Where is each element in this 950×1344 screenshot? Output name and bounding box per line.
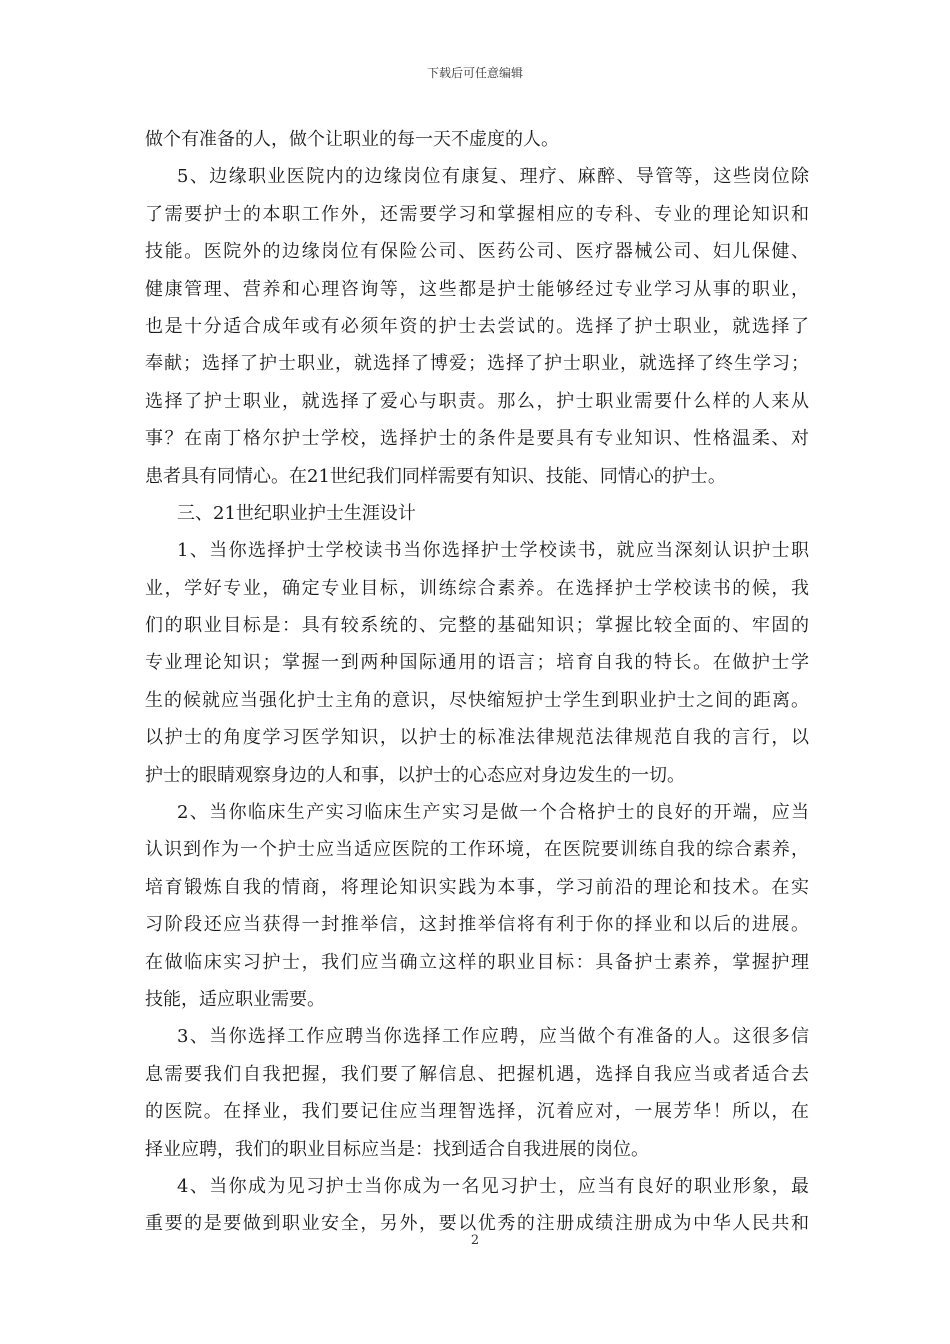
text-line: 专业理论知识；掌握一到两种国际通用的语言；培育自我的特长。在做护士学 bbox=[145, 652, 809, 674]
text-line: 习阶段还应当获得一封推举信，这封推举信将有利于你的择业和以后的进展。 bbox=[145, 914, 809, 936]
text-line: 择业应聘，我们的职业目标应当是：找到适合自我进展的岗位。 bbox=[145, 1138, 649, 1160]
paragraph bbox=[145, 495, 809, 532]
text-line: 重要的是要做到职业安全，另外，要以优秀的注册成绩注册成为中华人民共和 bbox=[145, 1213, 809, 1235]
text-line: 事？在南丁格尔护士学校，选择护士的条件是要具有专业知识、性格温柔、对 bbox=[145, 428, 809, 450]
text-line: 患者具有同情心。在21世纪我们同样需要有知识、技能、同情心的护士。 bbox=[145, 465, 726, 487]
document-body bbox=[145, 121, 809, 1243]
text-line: 1、当你选择护士学校读书当你选择护士学校读书，就应当深刻认识护士职 bbox=[177, 540, 809, 562]
text-line: 认识到作为一个护士应当适应医院的工作环境，在医院要训练自我的综合素养， bbox=[145, 839, 809, 861]
text-line: 息需要我们自我把握，我们要了解信息、把握机遇，选择自我应当或者适合去 bbox=[145, 1063, 809, 1085]
text-line: 们的职业目标是：具有较系统的、完整的基础知识；掌握比较全面的、牢固的 bbox=[145, 615, 809, 637]
paragraph bbox=[145, 532, 809, 794]
text-line: 了需要护士的本职工作外，还需要学习和掌握相应的专科、专业的理论知识和 bbox=[145, 203, 809, 225]
text-line: 在做临床实习护士，我们应当确立这样的职业目标：具备护士素养，掌握护理 bbox=[145, 951, 809, 973]
text-line: 的医院。在择业，我们要记住应当理智选择，沉着应对，一展芳华！所以，在 bbox=[145, 1101, 809, 1123]
paragraph bbox=[145, 1168, 809, 1243]
text-line: 4、当你成为见习护士当你成为一名见习护士，应当有良好的职业形象，最 bbox=[177, 1175, 809, 1197]
text-line: 做个有准备的人，做个让职业的每一天不虚度的人。 bbox=[145, 129, 559, 150]
page-number: 2 bbox=[470, 1233, 480, 1248]
text-line: 技能。医院外的边缘岗位有保险公司、医药公司、医疗器械公司、妇儿保健、 bbox=[145, 241, 809, 263]
paragraph bbox=[145, 121, 809, 158]
text-line: 业，学好专业，确定专业目标，训练综合素养。在选择护士学校读书的候，我 bbox=[145, 577, 809, 599]
text-line: 三、21世纪职业护士生涯设计 bbox=[177, 502, 416, 524]
text-line: 也是十分适合成年或有必须年资的护士去尝试的。选择了护士职业，就选择了 bbox=[145, 315, 809, 337]
text-line: 3、当你选择工作应聘当你选择工作应聘，应当做个有准备的人。这很多信 bbox=[177, 1026, 809, 1048]
text-line: 技能，适应职业需要。 bbox=[145, 988, 325, 1010]
text-line: 生的候就应当强化护士主角的意识，尽快缩短护士学生到职业护士之间的距离。 bbox=[145, 689, 809, 711]
text-line: 健康管理、营养和心理咨询等，这些都是护士能够经过专业学习从事的职业， bbox=[145, 278, 809, 300]
text-line: 培育锻炼自我的情商，将理论知识实践为本事，学习前沿的理论和技术。在实 bbox=[145, 876, 809, 898]
text-line: 5、边缘职业医院内的边缘岗位有康复、理疗、麻醉、导管等，这些岗位除 bbox=[177, 166, 809, 188]
paragraph bbox=[145, 158, 809, 495]
text-line: 以护士的角度学习医学知识，以护士的标准法律规范法律规范自我的言行，以 bbox=[145, 727, 809, 749]
paragraph bbox=[145, 794, 809, 1018]
text-line: 2、当你临床生产实习临床生产实习是做一个合格护士的良好的开端，应当 bbox=[177, 802, 809, 824]
text-line: 奉献；选择了护士职业，就选择了博爱；选择了护士职业，就选择了终生学习； bbox=[145, 353, 809, 375]
page-header: 下载后可任意编辑 bbox=[426, 66, 523, 80]
text-line: 护士的眼睛观察身边的人和事，以护士的心态应对身边发生的一切。 bbox=[145, 764, 685, 786]
text-line: 选择了护士职业，就选择了爱心与职责。那么，护士职业需要什么样的人来从 bbox=[145, 390, 809, 412]
paragraph bbox=[145, 1018, 809, 1168]
